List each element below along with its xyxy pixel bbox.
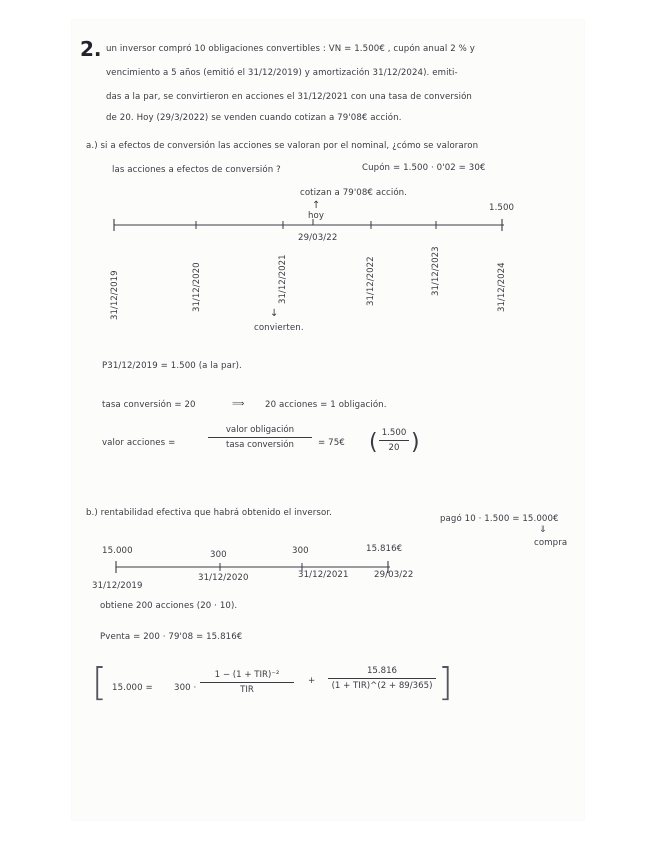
timeline-b-date-4: 29/03/22 (374, 570, 414, 580)
statement-line-3: das a la par, se convirtieron en acciones el 31/12/2021 con una tasa de conversión (106, 92, 472, 102)
equation-coupon: 300 · (174, 683, 197, 693)
timeline-b (72, 20, 584, 820)
flow-3: 300 (292, 546, 309, 556)
statement-line-4: de 20. Hoy (29/3/2022) se venden cuando cotizan a 79'08€ acción. (106, 113, 402, 123)
convierten-arrow-icon: ↓ (270, 308, 279, 319)
timeline-a-date-1: 31/12/2019 (110, 270, 120, 320)
paren-open: ( (369, 430, 378, 455)
bracket-open: [ (92, 660, 107, 704)
bracket-close: ] (438, 660, 453, 704)
part-a-question-2: las acciones a efectos de conversión ? (112, 165, 281, 175)
timeline-b-date-3: 31/12/2021 (298, 570, 349, 580)
flow-4: 15.816€ (366, 544, 403, 554)
obtiene-acciones: obtiene 200 acciones (20 · 10). (100, 601, 238, 611)
valor-result: = 75€ (318, 438, 345, 448)
discount-numerator: 15.816 (366, 666, 398, 676)
equation-lhs: 15.000 = (112, 683, 153, 693)
compra-arrow-icon: ⇓ (539, 525, 547, 535)
hoy-arrow-icon: ↑ (312, 200, 321, 211)
statement-line-2: vencimiento a 5 años (emitió el 31/12/2019) y amortización 31/12/2024). emiti- (106, 68, 458, 78)
paren-close: ) (411, 430, 420, 455)
timeline-end-value: 1.500 (489, 203, 515, 213)
tasa-conversion: tasa conversión = 20 (102, 400, 196, 410)
implies-arrow-icon: ⟹ (232, 399, 245, 409)
valor-denominator: tasa conversión (225, 440, 295, 450)
price-at-par: P31/12/2019 = 1.500 (a la par). (102, 361, 242, 371)
acciones-per-obligacion: 20 acciones = 1 obligación. (265, 400, 387, 410)
part-a-question-1: a.) si a efectos de conversión las acciones se valoran por el nominal, ¿cómo se valoraron (86, 141, 479, 151)
discount-fraction (328, 666, 436, 691)
timeline-a-date-7: 31/12/2024 (497, 262, 507, 312)
flow-2: 300 (210, 550, 227, 560)
valor-numerator: valor obligación (225, 425, 295, 435)
timeline-b-date-1: 31/12/2019 (92, 581, 143, 591)
handwritten-page (72, 20, 584, 820)
paren-numerator: 1.500 (381, 428, 407, 438)
convierten-label: convierten. (254, 323, 304, 333)
timeline-a-date-6: 31/12/2023 (431, 246, 441, 296)
valor-acciones-label: valor acciones = (102, 438, 176, 448)
timeline-b-date-2: 31/12/2020 (198, 573, 249, 583)
equation-plus: + (308, 676, 316, 686)
hoy-label: hoy (308, 211, 325, 221)
part-b-question: b.) rentabilidad efectiva que habrá obtenido el inversor. (86, 508, 333, 518)
timeline-a-date-today: 29/03/22 (298, 233, 338, 243)
compra-label: compra (534, 538, 568, 548)
timeline-a-date-5: 31/12/2022 (366, 256, 376, 306)
annuity-numerator: 1 − (1 + TIR)⁻² (214, 670, 280, 680)
timeline-a-date-3: 31/12/2021 (278, 254, 288, 304)
cotizan-note: cotizan a 79'08€ acción. (300, 188, 408, 198)
precio-venta: Pventa = 200 · 79'08 = 15.816€ (100, 632, 243, 642)
annuity-fraction (200, 670, 294, 695)
problem-number: 2. (80, 37, 102, 61)
statement-line-1: un inversor compró 10 obligaciones convertibles : VN = 1.500€ , cupón anual 2 % y (106, 44, 475, 54)
discount-denominator: (1 + TIR)^(2 + 89/365) (331, 681, 433, 691)
pago-formula: pagó 10 · 1.500 = 15.000€ (440, 514, 559, 524)
flow-1: 15.000 (102, 546, 133, 556)
timeline-a-date-2: 31/12/2020 (192, 262, 202, 312)
annuity-denominator: TIR (240, 685, 254, 695)
cupon-formula: Cupón = 1.500 · 0'02 = 30€ (362, 163, 486, 173)
paren-denominator: 20 (388, 443, 400, 453)
